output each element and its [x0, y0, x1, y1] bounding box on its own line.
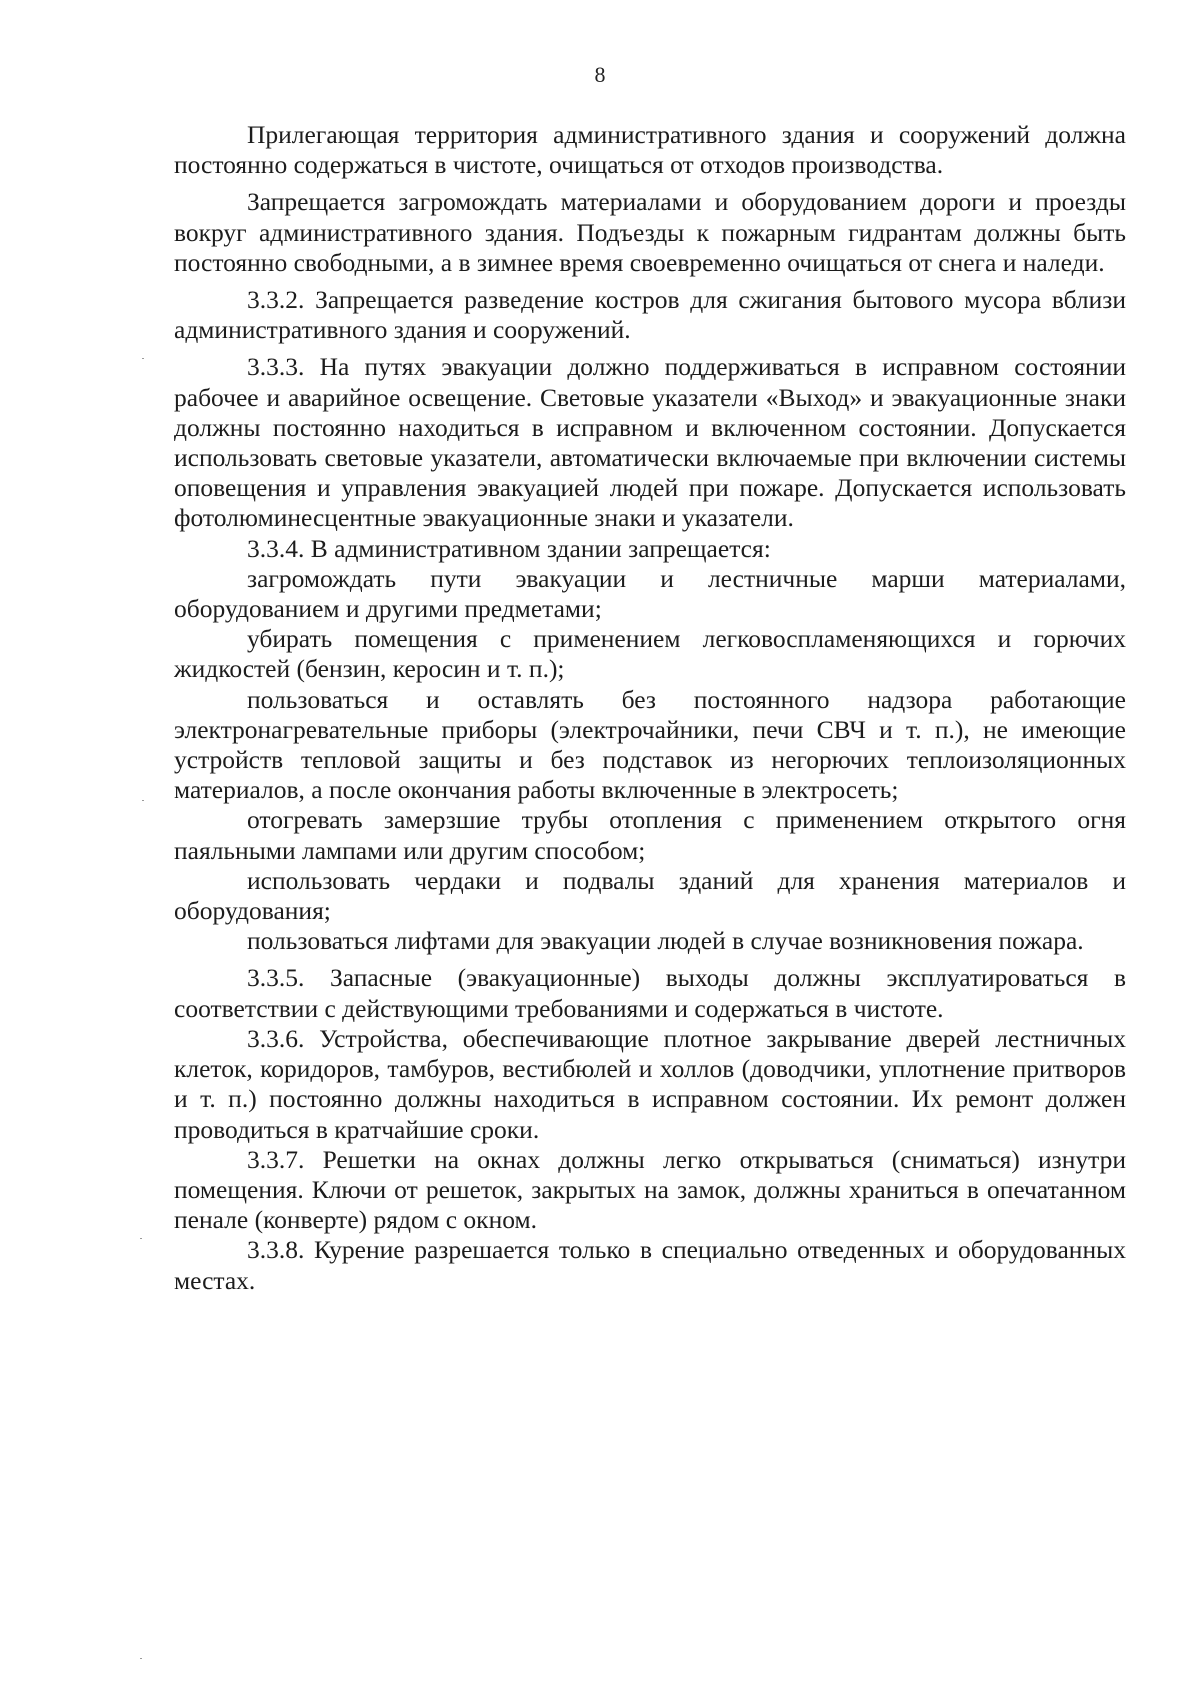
list-item-electric-appliances: пользоваться и оставлять без постоянного надзора работающие электронагревательные приборы (электрочайники, печи СВЧ и т. п.), не имеющие устройств тепловой защиты и без подставок из негорючих теплоизоляционных материалов, а после окончания работы включенные в электросеть;: [174, 684, 1126, 805]
scan-speck: [140, 1658, 142, 1659]
paragraph-adjacent-territory: Прилегающая территория административного здания и сооружений должна постоянно содержаться в чистоте, очищаться от отходов производства.: [174, 120, 1126, 180]
list-item-thawing-pipes: отогревать замерзшие трубы отопления с применением открытого огня паяльными лампами или другим способом;: [174, 805, 1126, 865]
scan-speck: [142, 800, 144, 801]
list-item-attics-basements: использовать чердаки и подвалы зданий для хранения материалов и оборудования;: [174, 865, 1126, 926]
list-item-cleaning-liquids: убирать помещения с применением легковоспламеняющихся и горючих жидкостей (бензин, керосин и т. п.);: [174, 624, 1126, 684]
paragraph-3-3-6: 3.3.6. Устройства, обеспечивающие плотное закрывание дверей лестничных клеток, коридоров, тамбуров, вестибюлей и холлов (доводчики, уплотнение притворов и т. п.) постоянно должны находиться в исправном состоянии. Их ремонт должен проводиться в кратчайшие сроки.: [174, 1023, 1126, 1144]
document-body: [174, 120, 1126, 1296]
paragraph-3-3-7: 3.3.7. Решетки на окнах должны легко открываться (сниматься) изнутри помещения. Ключи от решеток, закрытых на замок, должны храниться в опечатанном пенале (конверте) рядом с окном.: [174, 1144, 1126, 1235]
paragraph-3-3-8: 3.3.8. Курение разрешается только в специально отведенных и оборудованных местах.: [174, 1235, 1126, 1295]
paragraph-3-3-3: 3.3.3. На путях эвакуации должно поддерживаться в исправном состоянии рабочее и аварийное освещение. Световые указатели «Выход» и эвакуационные знаки должны постоянно находиться в исправном и включенном состоянии. Допускается использовать световые указатели, автоматически включаемые при включении системы оповещения и управления эвакуацией людей при пожаре. Допускается использовать фотолюминесцентные эвакуационные знаки и указатели.: [174, 352, 1126, 533]
list-item-elevators: пользоваться лифтами для эвакуации людей в случае возникновения пожара.: [247, 926, 1084, 956]
paragraph-3-3-5: 3.3.5. Запасные (эвакуационные) выходы должны эксплуатироваться в соответствии с действующими требованиями и содержаться в чистоте.: [174, 963, 1126, 1023]
paragraph-3-3-2: 3.3.2. Запрещается разведение костров для сжигания бытового мусора вблизи административного здания и сооружений.: [174, 285, 1126, 345]
paragraph-3-3-4: 3.3.4. В административном здании запрещается:: [247, 533, 771, 563]
scan-speck: [142, 358, 144, 359]
list-item-evacuation-routes: загромождать пути эвакуации и лестничные марши материалами, оборудованием и другими предметами;: [174, 563, 1126, 624]
paragraph-roads-and-hydrants: Запрещается загромождать материалами и оборудованием дороги и проезды вокруг административного здания. Подъезды к пожарным гидрантам должны быть постоянно свободными, а в зимнее время своевременно очищаться от снега и наледи.: [174, 187, 1126, 277]
scan-speck: [140, 1238, 142, 1239]
page-number: 8: [594, 62, 606, 87]
